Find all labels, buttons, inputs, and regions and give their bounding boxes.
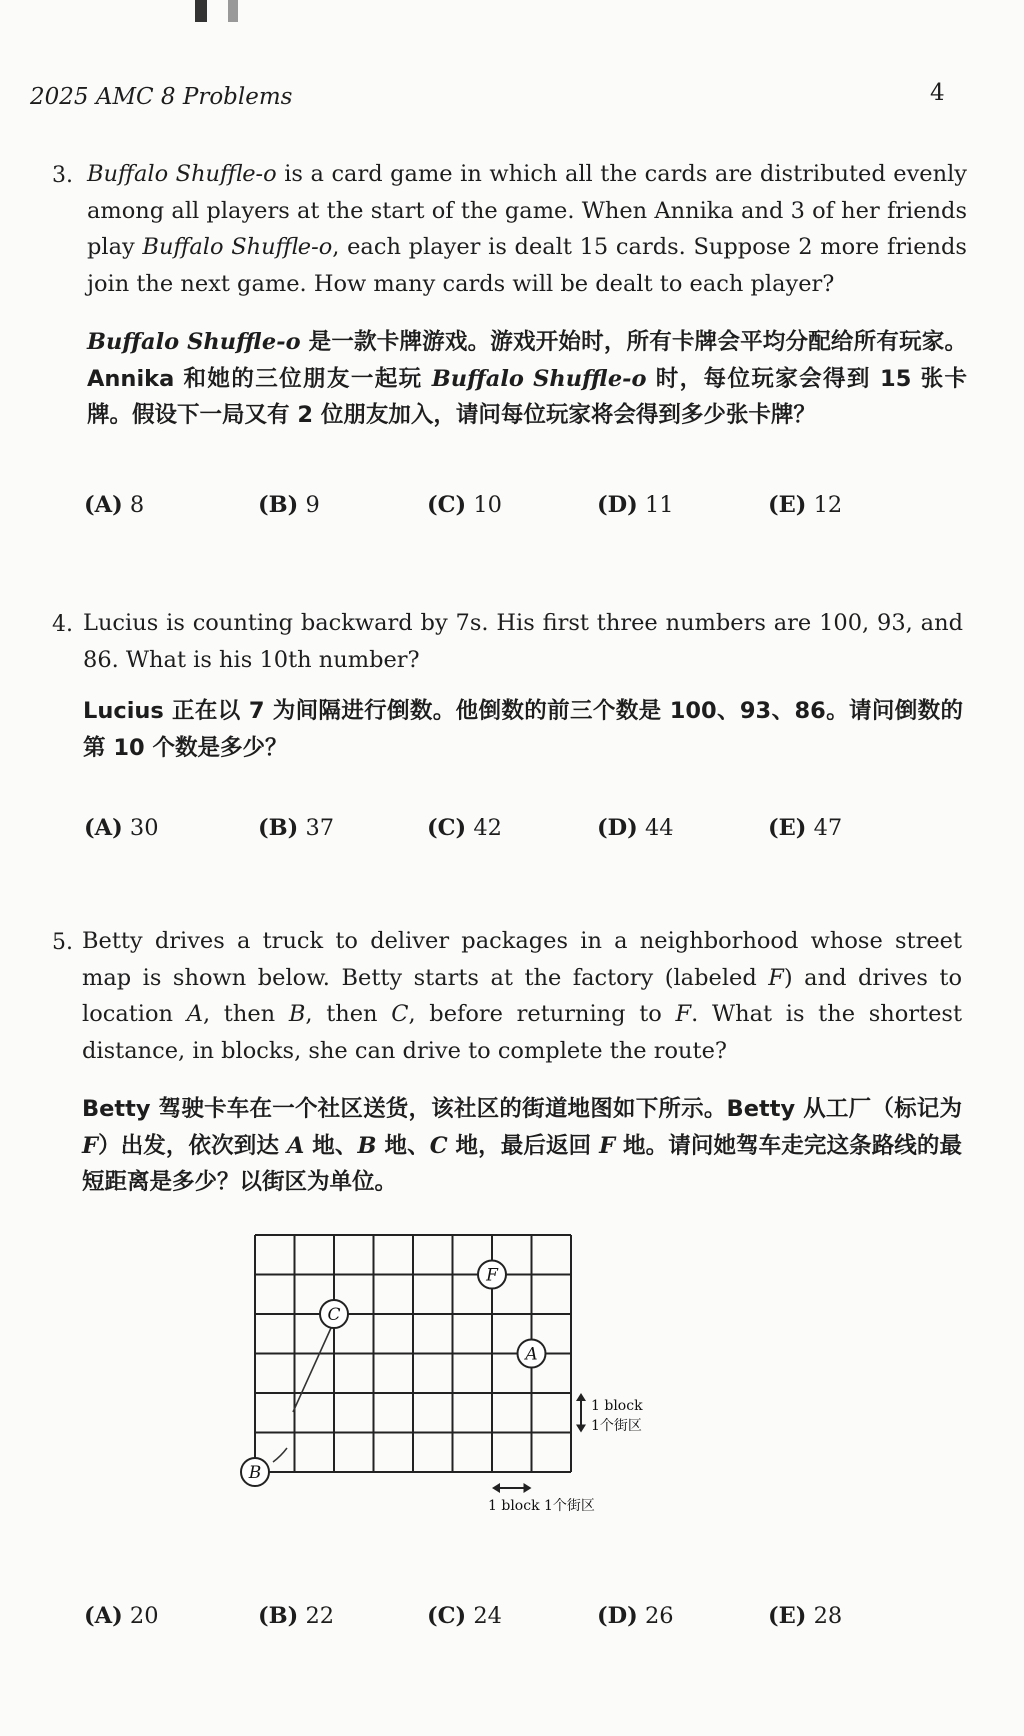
scale-label: 1个街区 xyxy=(544,1498,595,1514)
problem-text-en xyxy=(82,923,962,1069)
text-run: , each player is dealt 15 cards. Suppose 2 more friends join the next game. How many cards will be dealt to each player? xyxy=(87,234,967,297)
scan-artifact xyxy=(195,0,207,22)
scale-label: 1 block xyxy=(591,1398,643,1414)
problem-text-en xyxy=(87,156,967,302)
pencil-mark xyxy=(293,1328,331,1412)
scale-label: 1个街区 xyxy=(591,1418,642,1434)
text-run: Lucius 正在以 7 为间隔进行倒数。他倒数的前三个数是 100、93、86。请问倒数的第 10 个数是多少？ xyxy=(83,698,963,761)
text-run: Lucius is counting backward by 7s. His first three numbers are 100, 93, and 86. What is his 10th number? xyxy=(83,610,963,673)
italic-term: A xyxy=(286,1132,305,1159)
location-label: C xyxy=(327,1305,341,1325)
italic-term: C xyxy=(391,1001,409,1027)
answer-choice[interactable]: (A) 20 xyxy=(84,1603,159,1629)
text-run: Betty drives a truck to deliver packages in a neighborhood whose street map is shown below. Betty starts at the factory (labeled xyxy=(82,928,962,991)
scale-arrow-head xyxy=(492,1483,500,1493)
scan-artifact xyxy=(228,0,238,22)
location-label: B xyxy=(248,1463,262,1483)
location-label: F xyxy=(486,1265,498,1286)
problem-number: 4. xyxy=(52,612,73,637)
italic-term: F xyxy=(675,1001,692,1027)
text-run: . What is the shortest distance, in blocks, she can drive to complete the route? xyxy=(82,1001,962,1064)
text-run: Betty 驾驶卡车在一个社区送货，该社区的街道地图如下所示。Betty 从工厂（标记为 xyxy=(82,1096,962,1122)
scale-arrow-head xyxy=(576,1425,586,1433)
text-run: 地、 xyxy=(304,1132,358,1159)
scale-arrow-head xyxy=(524,1483,532,1493)
italic-term: Buffalo Shuffle-o xyxy=(142,234,333,260)
italic-term: Buffalo Shuffle-o xyxy=(431,365,647,392)
text-run: 是一款卡牌游戏。游戏开始时，所有卡牌会平均分配给所有玩家。Annika 和她的三位朋友一起玩 xyxy=(87,329,967,392)
answer-choice[interactable]: (E) 12 xyxy=(768,492,843,518)
italic-term: B xyxy=(288,1001,306,1027)
text-run: ）出发，依次到达 xyxy=(97,1132,287,1159)
problem-text-zh xyxy=(87,324,967,434)
problem-number: 3. xyxy=(52,163,73,188)
answer-choice[interactable]: (B) 9 xyxy=(258,492,320,518)
text-run: 时，每位玩家会得到 15 张卡牌。假设下一局又有 2 位朋友加入，请问每位玩家将会得到多少张卡牌？ xyxy=(87,365,967,428)
italic-term: F xyxy=(82,1132,98,1159)
problem-text-zh xyxy=(83,693,963,766)
text-run: 地、 xyxy=(376,1132,430,1159)
text-run: is a card game in which all the cards are distributed evenly among all players at the start of the game. When Annika and 3 of her friends play xyxy=(87,161,967,260)
answer-choice[interactable]: (D) 11 xyxy=(597,492,674,518)
text-run: ) and drives to location xyxy=(82,964,963,1027)
italic-term: B xyxy=(357,1132,377,1159)
italic-term: F xyxy=(599,1132,616,1159)
text-run: , then xyxy=(305,1001,392,1027)
text-run: , then xyxy=(202,1001,289,1027)
location-label: A xyxy=(525,1344,538,1365)
text-run: , before returning to xyxy=(408,1001,676,1027)
answer-choice[interactable]: (E) 28 xyxy=(768,1603,843,1629)
italic-term: A xyxy=(186,1001,203,1027)
italic-term: C xyxy=(429,1132,448,1159)
answer-choice[interactable]: (D) 44 xyxy=(597,815,674,841)
scale-label: 1 block xyxy=(488,1498,540,1514)
problem-text-en xyxy=(83,605,963,678)
street-map-diagram xyxy=(248,1225,715,1565)
problem-number: 5. xyxy=(52,930,73,955)
italic-term: F xyxy=(768,964,784,991)
answer-choice[interactable]: (C) 42 xyxy=(427,815,502,841)
answer-choice[interactable]: (B) 22 xyxy=(258,1603,335,1629)
italic-term: Buffalo Shuffle-o xyxy=(87,161,277,187)
answer-choice[interactable]: (A) 8 xyxy=(84,492,145,518)
answer-choice[interactable]: (E) 47 xyxy=(768,815,843,841)
problem-text-zh xyxy=(82,1091,962,1201)
answer-choice[interactable]: (B) 37 xyxy=(258,815,335,841)
answer-choice[interactable]: (C) 10 xyxy=(427,492,502,518)
italic-term: Buffalo Shuffle-o xyxy=(87,329,301,355)
page-header-title: 2025 AMC 8 Problems xyxy=(30,84,293,110)
answer-choice[interactable]: (D) 26 xyxy=(597,1603,674,1629)
answer-choice[interactable]: (C) 24 xyxy=(427,1603,502,1629)
pencil-mark xyxy=(273,1448,287,1462)
scale-arrow-head xyxy=(576,1393,586,1401)
page-number: 4 xyxy=(930,80,945,106)
text-run: 地。请问她驾车走完这条路线的最短距离是多少？以街区为单位。 xyxy=(82,1132,963,1195)
text-run: 地，最后返回 xyxy=(447,1132,600,1159)
answer-choice[interactable]: (A) 30 xyxy=(84,815,159,841)
